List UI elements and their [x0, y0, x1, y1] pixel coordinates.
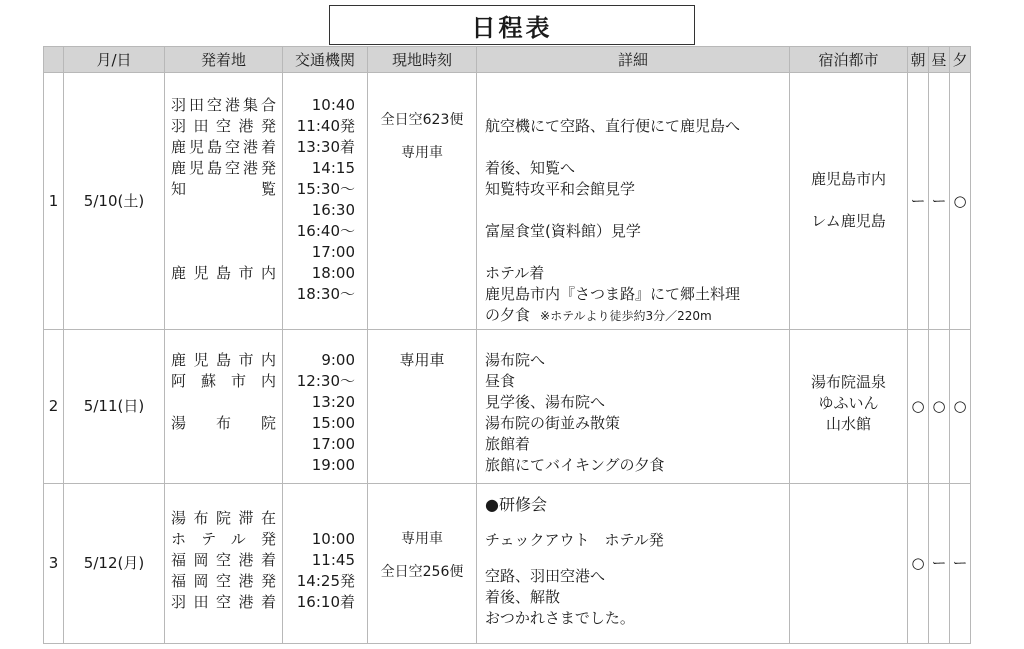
day-date: 5/12(月)	[64, 484, 165, 644]
dinner-mark: ー	[950, 484, 971, 644]
stay-cell	[790, 73, 908, 330]
place-line: 羽田空港着	[171, 593, 276, 611]
detail-note: ※ホテルより徒歩約3分／220m	[540, 309, 712, 323]
transport-line: 全日空256便	[380, 564, 464, 580]
breakfast-mark: ー	[908, 73, 929, 330]
dinner-mark: ○	[950, 73, 971, 330]
stay-line: 湯布院温泉	[810, 373, 886, 391]
time-line: 17:00	[311, 435, 355, 453]
stay-line: ゆふいん	[818, 394, 879, 412]
time-line: 18:00	[311, 264, 355, 282]
detail-line: 富屋食堂(資料館）見学	[485, 222, 641, 240]
header-dinner: 夕	[950, 47, 971, 73]
lunch-mark: ○	[929, 330, 950, 484]
place-line: 羽田空港集合	[171, 96, 276, 114]
time-line: 12:30～	[296, 372, 355, 390]
detail-line: 知覧特攻平和会館見学	[485, 180, 636, 198]
stay-line: レム鹿児島	[811, 212, 886, 230]
time-line: 11:45	[311, 551, 355, 569]
place-cell	[165, 484, 283, 644]
header-lunch: 昼	[929, 47, 950, 73]
place-line: 湯布院滞在	[171, 509, 276, 527]
detail-line: 旅館着	[485, 435, 531, 453]
place-line: 福岡空港発	[171, 572, 276, 590]
detail-cell	[477, 73, 790, 330]
detail-line: 湯布院へ	[485, 351, 546, 369]
place-cell	[165, 73, 283, 330]
header-detail: 詳細	[477, 47, 790, 73]
detail-line: 湯布院の街並み散策	[485, 414, 621, 432]
header-date: 月/日	[64, 47, 165, 73]
detail-line: ●研修会	[485, 495, 547, 514]
header-place: 発着地	[165, 47, 283, 73]
time-line: 15:00	[311, 414, 355, 432]
dinner-mark: ○	[950, 330, 971, 484]
place-line: 鹿児島空港着	[171, 138, 276, 156]
table-row	[44, 330, 971, 484]
place-line: 知 覧	[171, 180, 276, 198]
transport-cell	[368, 330, 477, 484]
stay-line: 山水館	[825, 415, 871, 433]
day-date: 5/11(日)	[64, 330, 165, 484]
schedule-table	[43, 46, 971, 644]
place-line: 鹿児島空港発	[171, 159, 276, 177]
time-line: 18:30～	[296, 285, 355, 303]
place-line: 鹿児島市内	[171, 264, 276, 282]
place-line: ホテル発	[171, 530, 276, 548]
time-line: 13:20	[311, 393, 355, 411]
day-number: 3	[44, 484, 64, 644]
transport-line: 専用車	[401, 531, 443, 547]
time-line: 17:00	[311, 243, 355, 261]
header-no	[44, 47, 64, 73]
detail-line: 空路、羽田空港へ	[485, 567, 606, 585]
header-transport: 交通機関	[283, 47, 368, 73]
day-number: 1	[44, 73, 64, 330]
place-cell	[165, 330, 283, 484]
breakfast-mark: ○	[908, 330, 929, 484]
time-line: 10:40	[311, 96, 355, 114]
detail-line: 着後、解散	[485, 588, 561, 606]
time-line: 15:30～	[296, 180, 355, 198]
time-line: 13:30着	[296, 138, 355, 156]
detail-line: 着後、知覧へ	[485, 159, 576, 177]
detail-cell	[477, 330, 790, 484]
time-cell	[283, 330, 368, 484]
time-line: 16:10着	[296, 593, 355, 611]
transport-line: 専用車	[401, 145, 443, 161]
time-line: 16:30	[311, 201, 355, 219]
detail-line: 鹿児島市内『さつま路』にて郷土料理	[485, 285, 741, 303]
place-line: 湯布院	[171, 414, 276, 432]
breakfast-mark: ○	[908, 484, 929, 644]
time-line: 11:40発	[296, 117, 355, 135]
table-row	[44, 484, 971, 644]
time-line: 14:15	[311, 159, 355, 177]
detail-cell	[477, 484, 790, 644]
lunch-mark: ー	[929, 73, 950, 330]
detail-line: チェックアウト ホテル発	[485, 531, 664, 549]
place-line: 阿蘇市内	[171, 372, 276, 390]
day-number: 2	[44, 330, 64, 484]
lunch-mark: ー	[929, 484, 950, 644]
transport-line: 専用車	[399, 351, 445, 369]
header-time: 現地時刻	[368, 47, 477, 73]
time-line: 10:00	[311, 530, 355, 548]
stay-cell	[790, 330, 908, 484]
place-line: 鹿児島市内	[171, 351, 276, 369]
time-cell	[283, 73, 368, 330]
time-line: 14:25発	[296, 572, 355, 590]
day-date: 5/10(土)	[64, 73, 165, 330]
header-row	[44, 47, 971, 73]
transport-cell	[368, 73, 477, 330]
time-cell	[283, 484, 368, 644]
detail-line: ホテル着	[485, 264, 545, 282]
header-breakfast: 朝	[908, 47, 929, 73]
detail-line: 見学後、湯布院へ	[485, 393, 606, 411]
detail-line: 航空機にて空路、直行便にて鹿児島へ	[485, 117, 741, 135]
detail-line: 旅館にてバイキングの夕食	[485, 456, 665, 474]
transport-cell	[368, 484, 477, 644]
header-stay: 宿泊都市	[790, 47, 908, 73]
page-title: 日程表	[329, 5, 695, 45]
detail-line: おつかれさまでした。	[485, 609, 635, 627]
stay-cell	[790, 484, 908, 644]
time-line: 16:40～	[296, 222, 355, 240]
place-line: 福岡空港着	[171, 551, 276, 569]
detail-line: の夕食	[485, 306, 531, 324]
time-line: 19:00	[311, 456, 355, 474]
table-row	[44, 73, 971, 330]
transport-line: 全日空623便	[380, 112, 464, 128]
place-line: 羽田空港発	[171, 117, 276, 135]
stay-line: 鹿児島市内	[810, 170, 886, 188]
time-line: 9:00	[321, 351, 355, 369]
detail-line: 昼食	[485, 372, 516, 390]
